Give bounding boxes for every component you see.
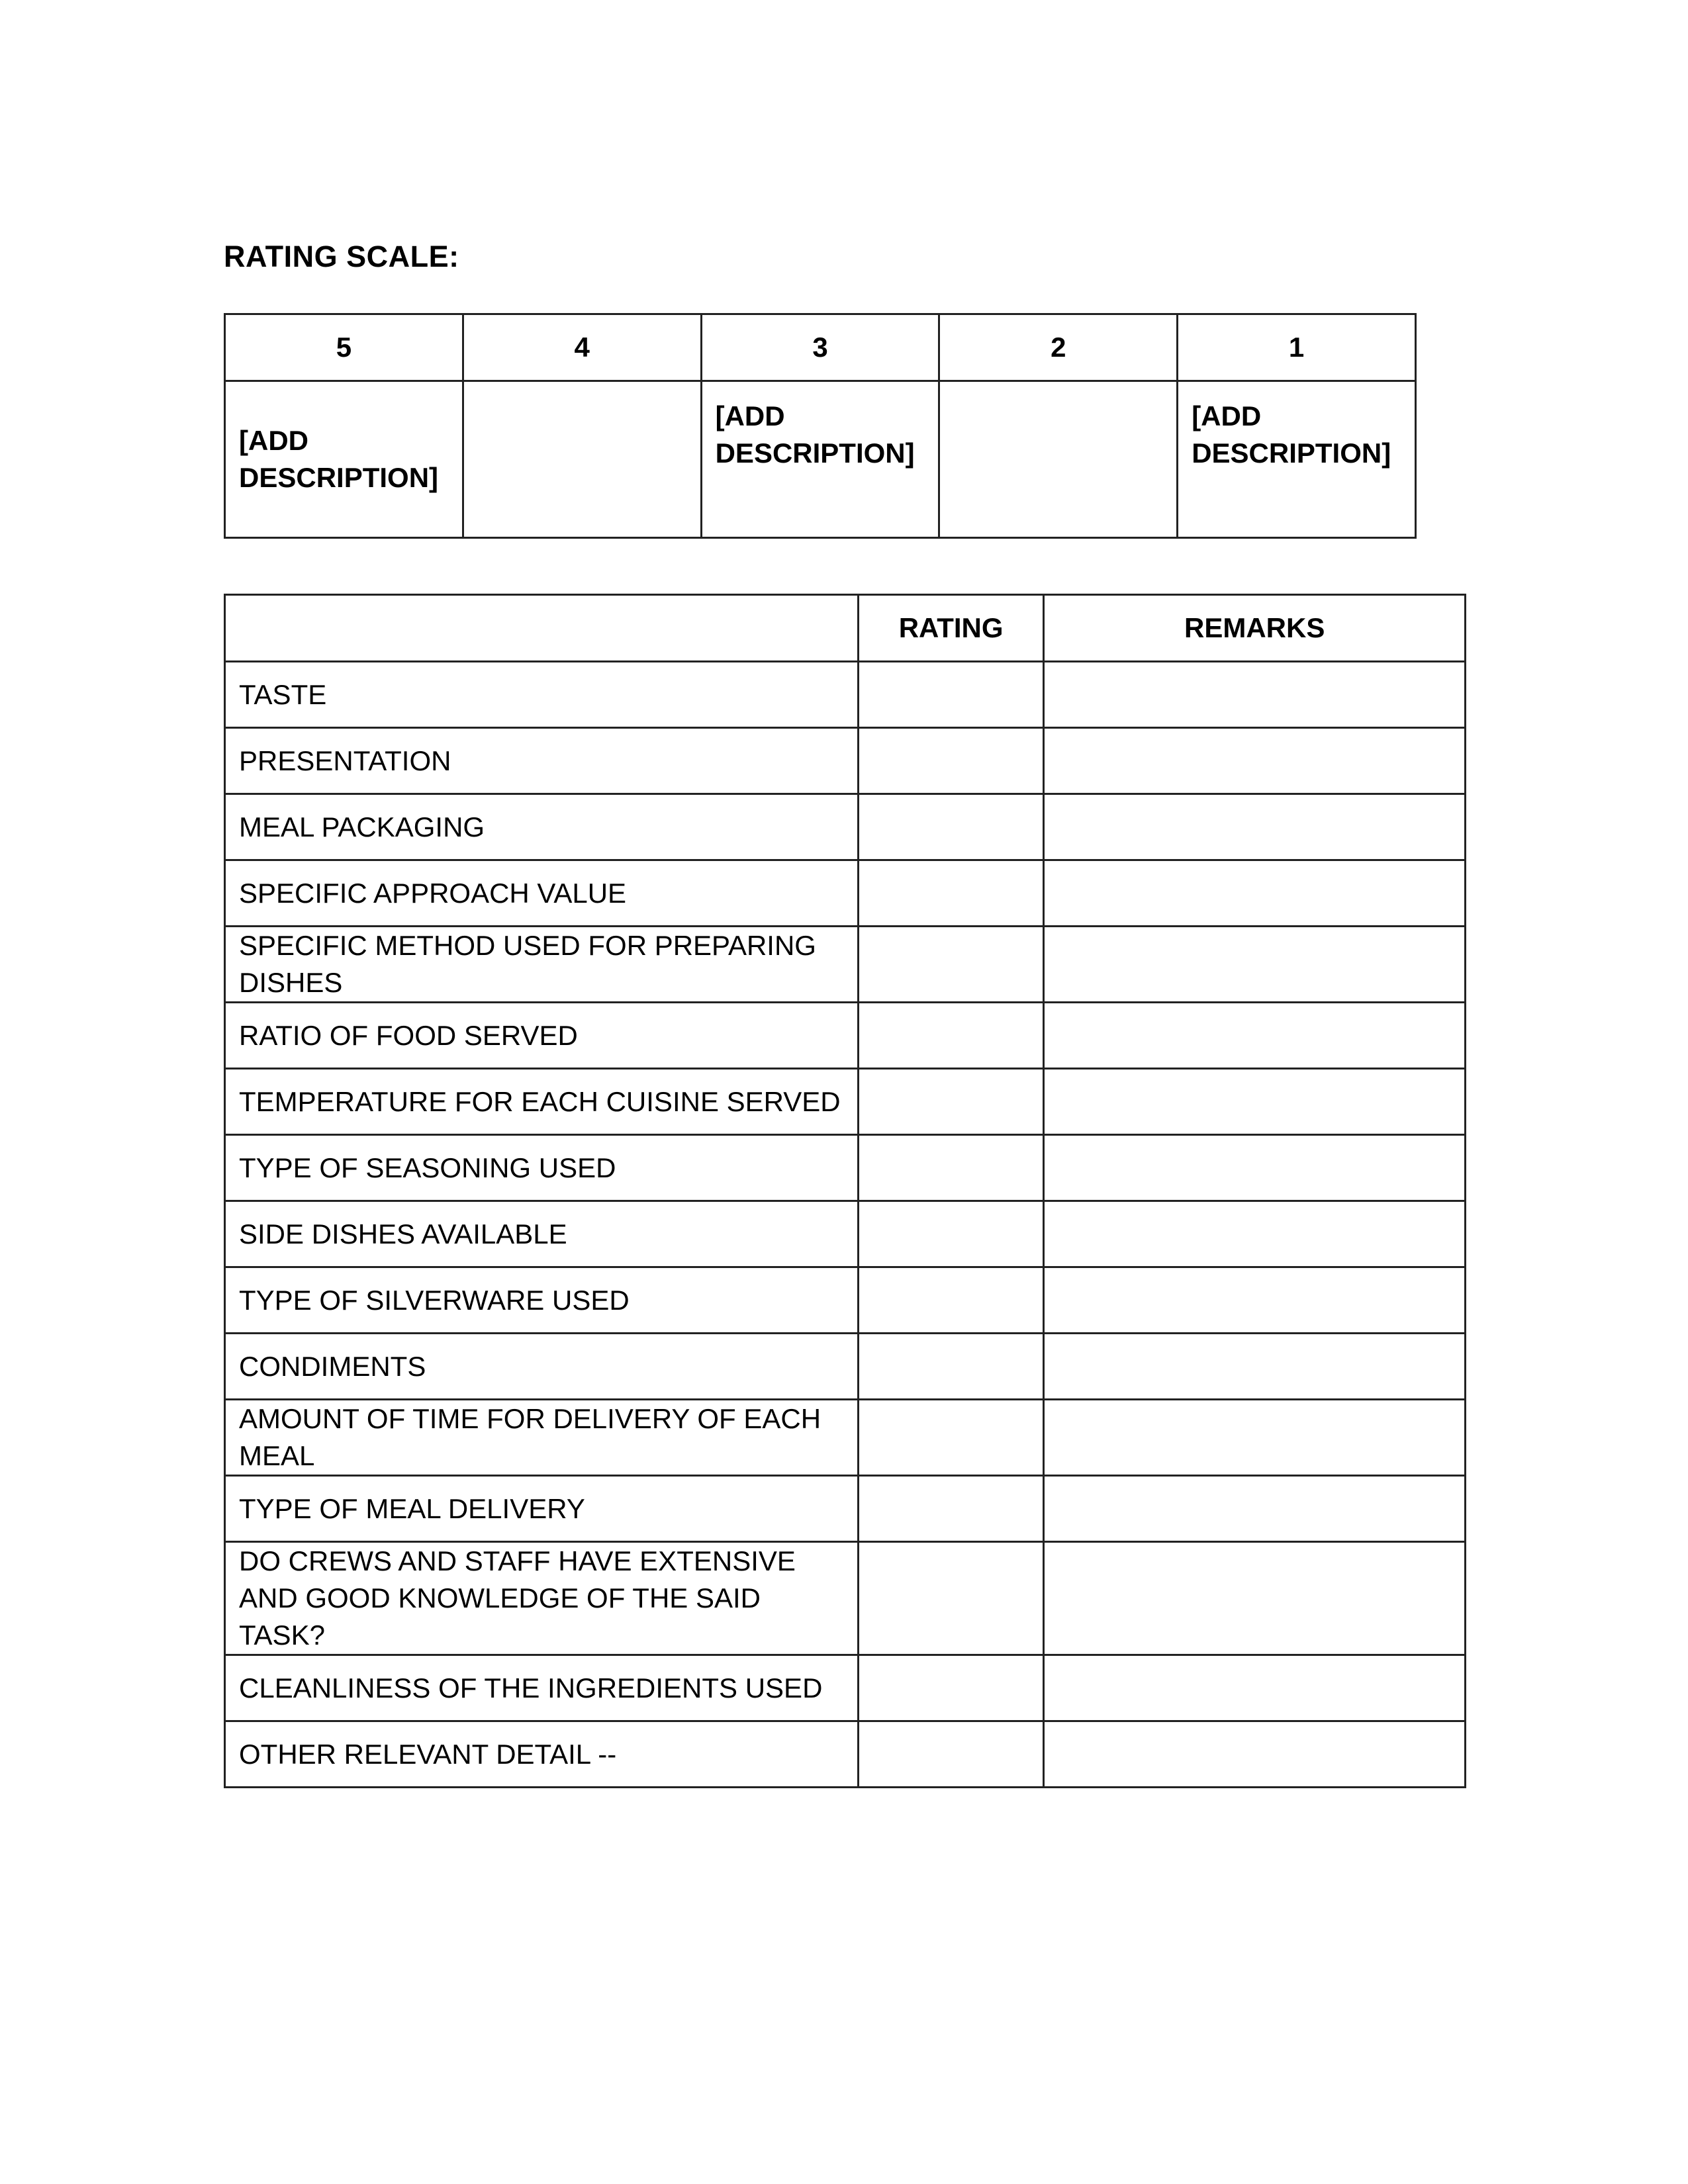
remarks-cell[interactable] — [1044, 860, 1466, 927]
remarks-cell[interactable] — [1044, 1069, 1466, 1135]
criterion-cell: RATIO OF FOOD SERVED — [225, 1003, 859, 1069]
scale-value-5: 5 — [225, 314, 463, 381]
remarks-cell[interactable] — [1044, 1655, 1466, 1721]
criterion-cell: MEAL PACKAGING — [225, 794, 859, 860]
rating-cell[interactable] — [858, 1267, 1044, 1334]
rating-cell[interactable] — [858, 662, 1044, 728]
rating-cell[interactable] — [858, 1334, 1044, 1400]
criterion-cell: PRESENTATION — [225, 728, 859, 794]
table-row — [225, 1542, 1466, 1655]
table-row — [225, 927, 1466, 1003]
criterion-cell: TASTE — [225, 662, 859, 728]
table-row — [225, 1135, 1466, 1201]
scale-description-2[interactable] — [939, 381, 1178, 538]
criterion-cell: SPECIFIC METHOD USED FOR PREPARING DISHES — [225, 927, 859, 1003]
criterion-cell: TEMPERATURE FOR EACH CUISINE SERVED — [225, 1069, 859, 1135]
table-row — [225, 794, 1466, 860]
rating-cell[interactable] — [858, 1655, 1044, 1721]
criterion-column-header — [225, 595, 859, 662]
scale-description-3[interactable]: [ADD DESCRIPTION] — [701, 381, 939, 538]
criterion-cell: CONDIMENTS — [225, 1334, 859, 1400]
rating-column-header: RATING — [858, 595, 1044, 662]
scale-value-4: 4 — [463, 314, 701, 381]
table-row — [225, 662, 1466, 728]
criteria-header-row — [225, 595, 1466, 662]
remarks-cell[interactable] — [1044, 1400, 1466, 1476]
scale-description-4[interactable] — [463, 381, 701, 538]
criterion-cell: TYPE OF MEAL DELIVERY — [225, 1476, 859, 1542]
criterion-cell: SPECIFIC APPROACH VALUE — [225, 860, 859, 927]
rating-cell[interactable] — [858, 1201, 1044, 1267]
scale-value-3: 3 — [701, 314, 939, 381]
criterion-cell: OTHER RELEVANT DETAIL -- — [225, 1721, 859, 1788]
table-row — [225, 728, 1466, 794]
table-row — [225, 860, 1466, 927]
table-row — [225, 1476, 1466, 1542]
remarks-cell[interactable] — [1044, 662, 1466, 728]
rating-cell[interactable] — [858, 728, 1044, 794]
rating-scale-description-row — [225, 381, 1416, 538]
remarks-column-header: REMARKS — [1044, 595, 1466, 662]
scale-value-1: 1 — [1178, 314, 1416, 381]
remarks-cell[interactable] — [1044, 1721, 1466, 1788]
table-row — [225, 1655, 1466, 1721]
remarks-cell[interactable] — [1044, 1334, 1466, 1400]
rating-cell[interactable] — [858, 1476, 1044, 1542]
remarks-cell[interactable] — [1044, 1267, 1466, 1334]
table-row — [225, 1201, 1466, 1267]
rating-cell[interactable] — [858, 794, 1044, 860]
remarks-cell[interactable] — [1044, 1476, 1466, 1542]
criterion-cell: SIDE DISHES AVAILABLE — [225, 1201, 859, 1267]
table-row — [225, 1069, 1466, 1135]
rating-cell[interactable] — [858, 1135, 1044, 1201]
rating-cell[interactable] — [858, 1721, 1044, 1788]
table-row — [225, 1267, 1466, 1334]
criteria-body — [225, 662, 1466, 1788]
page-title: RATING SCALE: — [224, 240, 459, 273]
remarks-cell[interactable] — [1044, 794, 1466, 860]
scale-value-2: 2 — [939, 314, 1178, 381]
rating-scale-header-row — [225, 314, 1416, 381]
rating-cell[interactable] — [858, 860, 1044, 927]
rating-cell[interactable] — [858, 1003, 1044, 1069]
criterion-cell: TYPE OF SILVERWARE USED — [225, 1267, 859, 1334]
table-row — [225, 1400, 1466, 1476]
table-row — [225, 1721, 1466, 1788]
table-row — [225, 1334, 1466, 1400]
rating-cell[interactable] — [858, 1400, 1044, 1476]
remarks-cell[interactable] — [1044, 1542, 1466, 1655]
remarks-cell[interactable] — [1044, 927, 1466, 1003]
scale-description-1[interactable]: [ADD DESCRIPTION] — [1178, 381, 1416, 538]
scale-description-5[interactable]: [ADD DESCRIPTION] — [225, 381, 463, 538]
criterion-cell: DO CREWS AND STAFF HAVE EXTENSIVE AND GOOD KNOWLEDGE OF THE SAID TASK? — [225, 1542, 859, 1655]
remarks-cell[interactable] — [1044, 728, 1466, 794]
remarks-cell[interactable] — [1044, 1003, 1466, 1069]
evaluation-criteria-table — [224, 594, 1466, 1788]
criterion-cell: TYPE OF SEASONING USED — [225, 1135, 859, 1201]
criterion-cell: AMOUNT OF TIME FOR DELIVERY OF EACH MEAL — [225, 1400, 859, 1476]
table-row — [225, 1003, 1466, 1069]
remarks-cell[interactable] — [1044, 1135, 1466, 1201]
rating-cell[interactable] — [858, 1069, 1044, 1135]
rating-cell[interactable] — [858, 927, 1044, 1003]
rating-cell[interactable] — [858, 1542, 1044, 1655]
rating-scale-table — [224, 313, 1417, 539]
criterion-cell: CLEANLINESS OF THE INGREDIENTS USED — [225, 1655, 859, 1721]
remarks-cell[interactable] — [1044, 1201, 1466, 1267]
